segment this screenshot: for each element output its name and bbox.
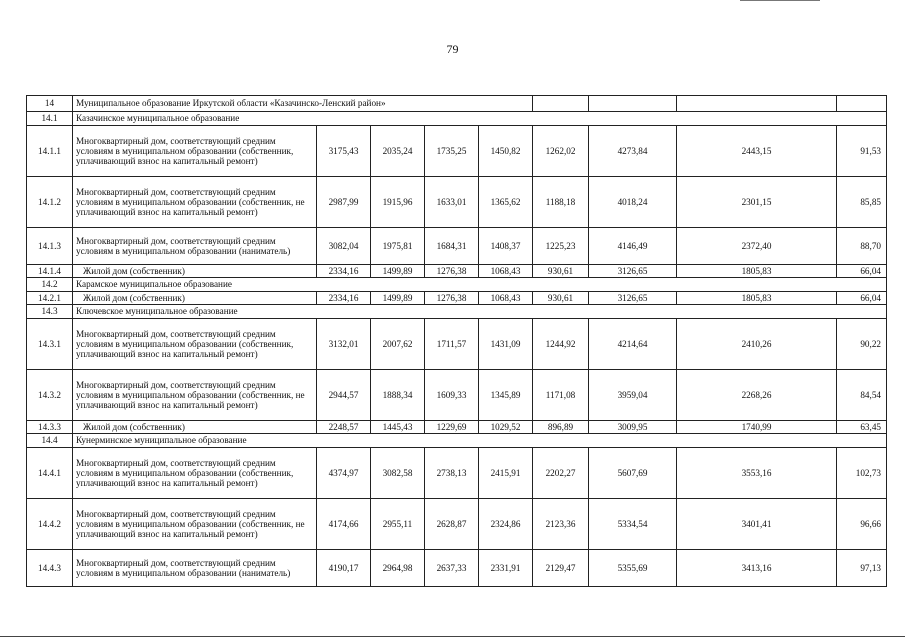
row-title: Ключевское муниципальное образование [73, 305, 887, 319]
value-cell: 1888,34 [371, 370, 425, 421]
value-cell: 1450,82 [479, 126, 533, 177]
row-description: Многоквартирный дом, соответствующий средним условиям в муниципальном образовании (собственник, не уплачивающий взнос на капитальный ремонт) [73, 370, 317, 421]
value-cell: 4214,64 [589, 319, 677, 370]
row-description: Многоквартирный дом, соответствующий средним условиям в муниципальном образовании (собственник, уплачивающий взнос на капитальный ремонт) [73, 126, 317, 177]
row-description: Многоквартирный дом, соответствующий средним условиям в муниципальном образовании (собственник, уплачивающий взнос на капитальный ремонт) [73, 319, 317, 370]
value-cell: 2738,13 [425, 448, 479, 499]
table-row [27, 448, 887, 499]
row-code: 14.2.1 [27, 292, 73, 305]
value-cell: 2334,16 [317, 265, 371, 278]
value-cell: 1029,52 [479, 421, 533, 434]
value-cell: 1188,18 [533, 177, 589, 228]
row-code: 14.1.1 [27, 126, 73, 177]
row-description: Многоквартирный дом, соответствующий средним условиям в муниципальном образовании (собственник, уплачивающий взнос на капитальный ремонт) [73, 448, 317, 499]
value-cell: 1445,43 [371, 421, 425, 434]
value-cell: 2129,47 [533, 550, 589, 587]
value-cell: 2268,26 [677, 370, 837, 421]
row-code: 14.3.3 [27, 421, 73, 434]
row-code: 14.4.2 [27, 499, 73, 550]
value-cell: 2202,27 [533, 448, 589, 499]
subsection-row [27, 434, 887, 448]
value-cell: 2331,91 [479, 550, 533, 587]
value-cell: 1171,08 [533, 370, 589, 421]
empty-cell [533, 96, 589, 112]
row-description: Многоквартирный дом, соответствующий средним условиям в муниципальном образовании (наниматель) [73, 550, 317, 587]
value-cell: 1068,43 [479, 292, 533, 305]
row-code: 14.3.1 [27, 319, 73, 370]
table-row [27, 499, 887, 550]
value-cell: 2637,33 [425, 550, 479, 587]
row-description: Жилой дом (собственник) [73, 292, 317, 305]
value-cell: 1068,43 [479, 265, 533, 278]
row-description: Многоквартирный дом, соответствующий средним условиям в муниципальном образовании (собственник, не уплачивающий взнос на капитальный ремонт) [73, 499, 317, 550]
value-cell: 5334,54 [589, 499, 677, 550]
row-code: 14.4.3 [27, 550, 73, 587]
subsection-row [27, 278, 887, 292]
tariff-table [26, 95, 887, 587]
row-description: Жилой дом (собственник) [73, 421, 317, 434]
table-row [27, 421, 887, 434]
value-cell: 4174,66 [317, 499, 371, 550]
row-description: Жилой дом (собственник) [73, 265, 317, 278]
page-number: 79 [446, 42, 459, 56]
value-cell: 1365,62 [479, 177, 533, 228]
value-cell: 1805,83 [677, 292, 837, 305]
value-cell: 2443,15 [677, 126, 837, 177]
value-cell: 1735,25 [425, 126, 479, 177]
row-code: 14.1 [27, 112, 73, 126]
value-cell: 1805,83 [677, 265, 837, 278]
value-cell: 1244,92 [533, 319, 589, 370]
value-cell: 85,85 [837, 177, 887, 228]
value-cell: 90,22 [837, 319, 887, 370]
value-cell: 1431,09 [479, 319, 533, 370]
value-cell: 2334,16 [317, 292, 371, 305]
empty-cell [589, 96, 677, 112]
value-cell: 1711,57 [425, 319, 479, 370]
empty-cell [677, 96, 837, 112]
value-cell: 1276,38 [425, 265, 479, 278]
table-body [27, 96, 887, 587]
value-cell: 84,54 [837, 370, 887, 421]
value-cell: 91,53 [837, 126, 887, 177]
value-cell: 96,66 [837, 499, 887, 550]
subsection-row [27, 112, 887, 126]
value-cell: 3401,41 [677, 499, 837, 550]
value-cell: 63,45 [837, 421, 887, 434]
value-cell: 3082,04 [317, 228, 371, 265]
value-cell: 1684,31 [425, 228, 479, 265]
value-cell: 5355,69 [589, 550, 677, 587]
value-cell: 3126,65 [589, 292, 677, 305]
value-cell: 1915,96 [371, 177, 425, 228]
value-cell: 4018,24 [589, 177, 677, 228]
value-cell: 1499,89 [371, 292, 425, 305]
row-code: 14.3.2 [27, 370, 73, 421]
row-code: 14.2 [27, 278, 73, 292]
value-cell: 1276,38 [425, 292, 479, 305]
value-cell: 102,73 [837, 448, 887, 499]
value-cell: 2955,11 [371, 499, 425, 550]
table-row [27, 228, 887, 265]
section-row [27, 96, 887, 112]
value-cell: 3553,16 [677, 448, 837, 499]
row-code: 14.1.4 [27, 265, 73, 278]
empty-cell [837, 96, 887, 112]
value-cell: 2372,40 [677, 228, 837, 265]
value-cell: 3132,01 [317, 319, 371, 370]
value-cell: 3175,43 [317, 126, 371, 177]
value-cell: 66,04 [837, 292, 887, 305]
value-cell: 1499,89 [371, 265, 425, 278]
row-code: 14.1.2 [27, 177, 73, 228]
subsection-row [27, 305, 887, 319]
value-cell: 1408,37 [479, 228, 533, 265]
value-cell: 2628,87 [425, 499, 479, 550]
value-cell: 896,89 [533, 421, 589, 434]
value-cell: 3082,58 [371, 448, 425, 499]
value-cell: 1975,81 [371, 228, 425, 265]
value-cell: 2035,24 [371, 126, 425, 177]
value-cell: 4190,17 [317, 550, 371, 587]
value-cell: 97,13 [837, 550, 887, 587]
row-description: Многоквартирный дом, соответствующий средним условиям в муниципальном образовании (собственник, не уплачивающий взнос на капитальный ремонт) [73, 177, 317, 228]
table-row [27, 126, 887, 177]
value-cell: 66,04 [837, 265, 887, 278]
value-cell: 3413,16 [677, 550, 837, 587]
value-cell: 2324,86 [479, 499, 533, 550]
top-rule [740, 0, 820, 1]
table-row [27, 292, 887, 305]
row-code: 14 [27, 96, 73, 112]
value-cell: 1609,33 [425, 370, 479, 421]
table-row [27, 370, 887, 421]
value-cell: 930,61 [533, 265, 589, 278]
value-cell: 1262,02 [533, 126, 589, 177]
bottom-rule [0, 636, 905, 637]
row-title: Кунерминское муниципальное образование [73, 434, 887, 448]
value-cell: 2007,62 [371, 319, 425, 370]
value-cell: 1345,89 [479, 370, 533, 421]
row-code: 14.4 [27, 434, 73, 448]
row-code: 14.3 [27, 305, 73, 319]
value-cell: 2964,98 [371, 550, 425, 587]
value-cell: 1229,69 [425, 421, 479, 434]
value-cell: 1633,01 [425, 177, 479, 228]
table-row [27, 550, 887, 587]
value-cell: 2944,57 [317, 370, 371, 421]
value-cell: 2415,91 [479, 448, 533, 499]
row-title: Карамское муниципальное образование [73, 278, 887, 292]
table-row [27, 265, 887, 278]
value-cell: 3959,04 [589, 370, 677, 421]
value-cell: 88,70 [837, 228, 887, 265]
table-row [27, 177, 887, 228]
value-cell: 2987,99 [317, 177, 371, 228]
value-cell: 4146,49 [589, 228, 677, 265]
value-cell: 1740,99 [677, 421, 837, 434]
value-cell: 2123,36 [533, 499, 589, 550]
value-cell: 4374,97 [317, 448, 371, 499]
value-cell: 930,61 [533, 292, 589, 305]
row-description: Многоквартирный дом, соответствующий средним условиям в муниципальном образовании (наниматель) [73, 228, 317, 265]
row-title: Казачинское муниципальное образование [73, 112, 887, 126]
value-cell: 1225,23 [533, 228, 589, 265]
value-cell: 2248,57 [317, 421, 371, 434]
row-title: Муниципальное образование Иркутской области «Казачинско-Ленский район» [73, 96, 533, 112]
row-code: 14.1.3 [27, 228, 73, 265]
row-code: 14.4.1 [27, 448, 73, 499]
value-cell: 2410,26 [677, 319, 837, 370]
value-cell: 3009,95 [589, 421, 677, 434]
value-cell: 4273,84 [589, 126, 677, 177]
value-cell: 5607,69 [589, 448, 677, 499]
value-cell: 3126,65 [589, 265, 677, 278]
value-cell: 2301,15 [677, 177, 837, 228]
table-row [27, 319, 887, 370]
